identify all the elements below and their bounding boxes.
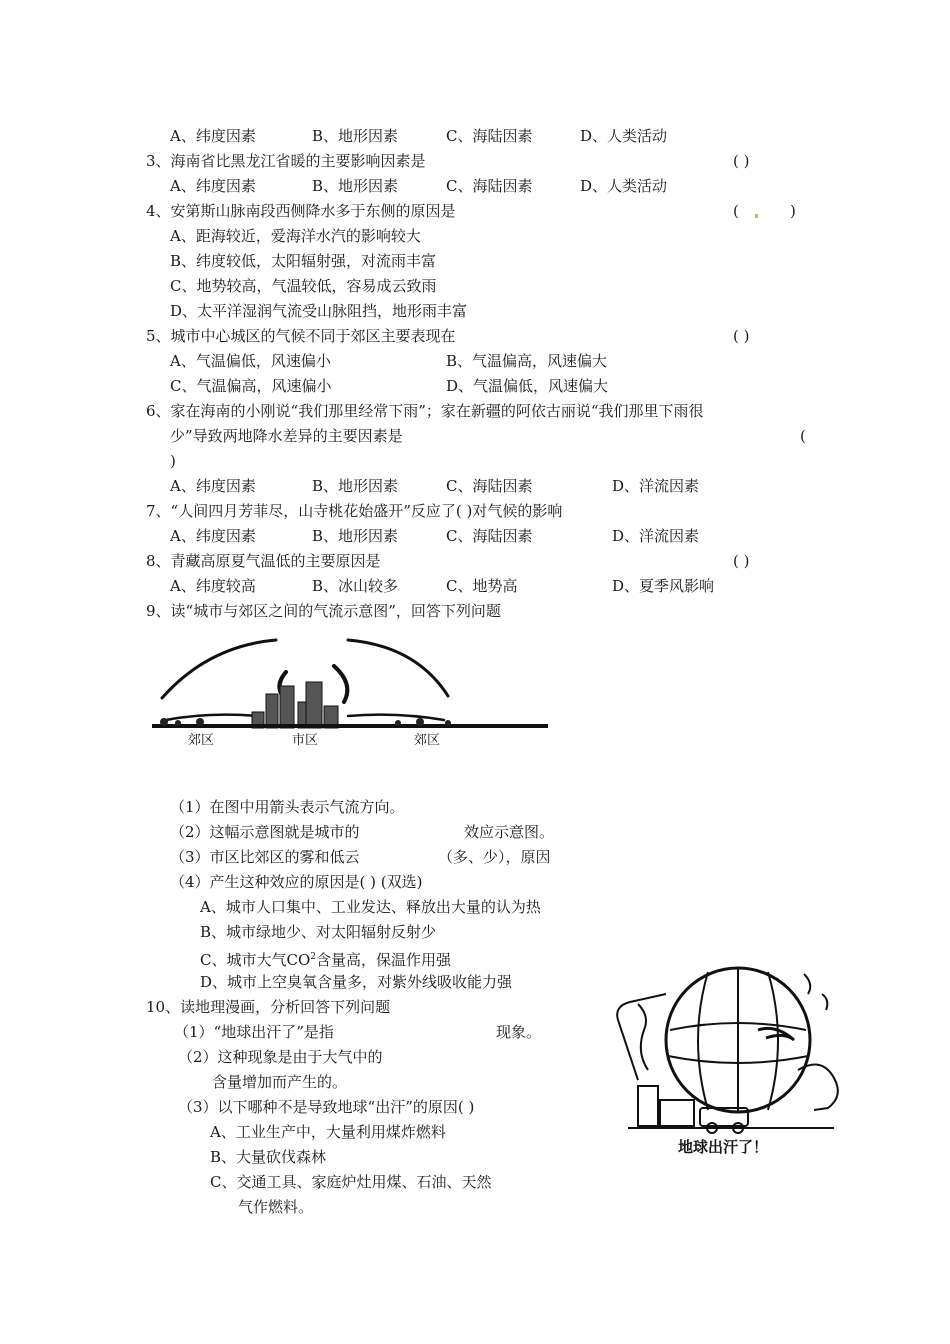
label-suburb-left: 郊区 xyxy=(188,733,215,748)
q7-option-c: C、海陆因素 xyxy=(446,527,533,545)
q10-sub1-prefix: （1）“地球出汗了”是指 xyxy=(174,1023,334,1041)
q5-option-a: A、气温偏低，风速偏小 xyxy=(170,352,331,370)
q5-option-c: C、气温偏高，风速偏小 xyxy=(170,377,332,395)
globe-longitude-2 xyxy=(768,972,778,1110)
sweat-drop-1 xyxy=(804,974,810,994)
q9-stem: 9、读“城市与郊区之间的气流示意图”，回答下列问题 xyxy=(146,602,501,620)
q10-sub2-prefix: （2）这种现象是由于大气中的 xyxy=(178,1048,383,1066)
q4-option-b: B、纬度较低，太阳辐射强，对流雨丰富 xyxy=(170,252,437,270)
q5-stem: 5、城市中心城区的气候不同于郊区主要表现在 xyxy=(146,327,456,345)
q9-option-d: D、城市上空臭氧含量多，对紫外线吸收能力强 xyxy=(200,973,513,991)
q2-option-d: D、人类活动 xyxy=(580,127,668,145)
city-buildings xyxy=(252,682,338,728)
q6-option-a: A、纬度因素 xyxy=(170,477,256,495)
q3-stem: 3、海南省比黑龙江省暖的主要影响因素是 xyxy=(146,152,426,170)
highlight-mark xyxy=(755,214,758,218)
heat-island-diagram xyxy=(148,626,554,750)
q9-sub2-prefix: （2）这幅示意图就是城市的 xyxy=(170,823,360,841)
q10-sub3: （3）以下哪种不是导致地球“出汗”的原因( ) xyxy=(178,1098,475,1116)
q4-option-d: D、太平洋湿润气流受山脉阻挡，地形雨丰富 xyxy=(170,302,468,320)
q6-option-c: C、海陆因素 xyxy=(446,477,533,495)
factory-chimney xyxy=(638,1086,658,1126)
q6-option-d: D、洋流因素 xyxy=(612,477,700,495)
q10-option-c-cont: 气作燃料。 xyxy=(238,1198,314,1216)
q3-option-c: C、海陆因素 xyxy=(446,177,533,195)
airflow-arc-right xyxy=(348,640,448,696)
q10-option-a: A、工业生产中，大量利用煤炸燃料 xyxy=(210,1123,446,1141)
q3-answer-paren: ( ) xyxy=(733,152,750,170)
q2-option-c: C、海陆因素 xyxy=(446,127,533,145)
q2-option-b: B、地形因素 xyxy=(312,127,399,145)
q7-option-d: D、洋流因素 xyxy=(612,527,700,545)
q2-option-a: A、纬度因素 xyxy=(170,127,256,145)
q5-option-d: D、气温偏低，风速偏大 xyxy=(446,377,609,395)
airflow-inner-right xyxy=(334,666,347,702)
q8-option-a: A、纬度较高 xyxy=(170,577,256,595)
factory-building xyxy=(660,1100,694,1126)
q3-option-d: D、人类活动 xyxy=(580,177,668,195)
label-city: 市区 xyxy=(292,733,319,748)
q7-option-a: A、纬度因素 xyxy=(170,527,256,545)
q8-option-b: B、冰山较多 xyxy=(312,577,399,595)
earth-face-mouth xyxy=(758,1028,794,1040)
q6-answer-paren-open: ( xyxy=(800,427,806,445)
q4-answer-paren-open: ( xyxy=(733,202,739,220)
q3-option-b: B、地形因素 xyxy=(312,177,399,195)
q8-stem: 8、青藏高原夏气温低的主要原因是 xyxy=(146,552,381,570)
q9-option-c: C、城市大气$CO^2$含量高，保温作用强 xyxy=(200,951,452,969)
q3-option-a: A、纬度因素 xyxy=(170,177,256,195)
q9-sub3-suffix: （多、少），原因 xyxy=(438,848,551,866)
q8-answer-paren: ( ) xyxy=(733,552,750,570)
q4-option-c: C、地势较高，气温较低，容易成云致雨 xyxy=(170,277,437,295)
q6-answer-paren-close: ) xyxy=(170,452,176,470)
q5-option-b: B、气温偏高，风速偏大 xyxy=(446,352,608,370)
sweating-earth-cartoon xyxy=(608,960,848,1160)
q10-sub2-suffix: 含量增加而产生的。 xyxy=(212,1073,348,1091)
q7-option-b: B、地形因素 xyxy=(312,527,399,545)
q6-stem-line2: 少”导致两地降水差异的主要因素是 xyxy=(170,427,403,445)
q8-option-c: C、地势高 xyxy=(446,577,518,595)
q7-stem: 7、“人间四月芳菲尽，山寺桃花始盛开”反应了( )对气候的影响 xyxy=(146,502,563,520)
q8-option-d: D、夏季风影响 xyxy=(612,577,715,595)
q4-answer-paren-close: ) xyxy=(790,202,796,220)
cartoon-caption: 地球出汗了！ xyxy=(678,1138,769,1156)
q5-answer-paren: ( ) xyxy=(733,327,750,345)
q10-sub1-suffix: 现象。 xyxy=(496,1023,542,1041)
airflow-arc-left xyxy=(162,640,276,698)
q9-option-b: B、城市绿地少、对太阳辐射反射少 xyxy=(200,923,437,941)
q9-sub1: （1）在图中用箭头表示气流方向。 xyxy=(170,798,405,816)
sweat-drop-2 xyxy=(822,994,827,1010)
label-suburb-right: 郊区 xyxy=(414,733,441,748)
q10-option-b: B、大量砍伐森林 xyxy=(210,1148,327,1166)
q6-option-b: B、地形因素 xyxy=(312,477,399,495)
left-smoke-2 xyxy=(638,1004,648,1070)
q10-stem: 10、读地理漫画，分析回答下列问题 xyxy=(146,998,391,1016)
q9-sub4: （4）产生这种效应的原因是( ) (双选) xyxy=(170,873,423,891)
q9-sub3-prefix: （3）市区比郊区的雾和低云 xyxy=(170,848,360,866)
q6-stem-line1: 6、家在海南的小刚说“我们那里经常下雨”；家在新疆的阿依古丽说“我们那里下雨很 xyxy=(146,402,704,420)
q4-stem: 4、安第斯山脉南段西侧降水多于东侧的原因是 xyxy=(146,202,456,220)
airflow-bottom-left xyxy=(166,715,258,720)
globe-longitude-1 xyxy=(698,972,708,1110)
q9-option-a: A、城市人口集中、工业发达、释放出大量的认为热 xyxy=(200,898,541,916)
q4-option-a: A、距海较近，爱海洋水汽的影响较大 xyxy=(170,227,421,245)
q9-sub2-suffix: 效应示意图。 xyxy=(464,823,555,841)
airflow-bottom-right xyxy=(348,715,444,720)
q10-option-c: C、交通工具、家庭炉灶用煤、石油、天然 xyxy=(210,1173,492,1191)
